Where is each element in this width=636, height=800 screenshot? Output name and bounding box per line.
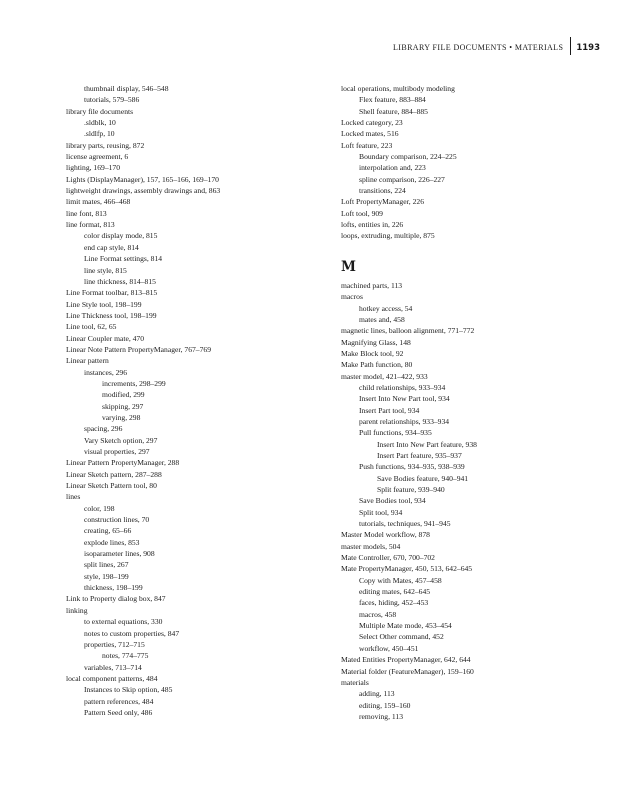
- index-entry: license agreement, 6: [66, 152, 129, 162]
- index-entry: variables, 713–714: [84, 662, 142, 672]
- index-column-right: [341, 83, 611, 722]
- index-entry: Insert Part feature, 935–937: [377, 450, 462, 460]
- index-entry: line font, 813: [66, 208, 107, 218]
- index-entry: Linear Sketch Pattern tool, 80: [66, 481, 157, 491]
- section-letter: M: [341, 258, 356, 275]
- index-entry: Insert Into New Part feature, 938: [377, 439, 477, 449]
- index-entry: skipping, 297: [102, 401, 144, 411]
- index-entry: removing, 113: [359, 711, 404, 721]
- index-entry: lighting, 169–170: [66, 163, 121, 173]
- index-entry: master model, 421–422, 933: [341, 371, 428, 381]
- index-entry: magnetic lines, balloon alignment, 771–772: [341, 326, 475, 336]
- index-entry: Select Other command, 452: [359, 632, 444, 642]
- index-entry: explode lines, 853: [84, 537, 140, 547]
- index-entry: local component patterns, 484: [66, 673, 158, 683]
- index-entry: Locked category, 23: [341, 118, 403, 128]
- index-entry: Save Bodies feature, 940–941: [377, 473, 469, 483]
- index-entry: transitions, 224: [359, 186, 406, 196]
- index-entry: mates and, 458: [359, 314, 405, 324]
- index-entry: Insert Into New Part tool, 934: [359, 394, 450, 404]
- index-entry: spline comparison, 226–227: [359, 174, 445, 184]
- index-entry: color, 198: [84, 503, 115, 513]
- index-entry: line style, 815: [84, 265, 127, 275]
- index-entry: Pattern Seed only, 486: [84, 707, 153, 717]
- index-entry: Link to Property dialog box, 847: [66, 594, 166, 604]
- index-entry: increments, 298–299: [102, 378, 166, 388]
- index-entry: Linear Pattern PropertyManager, 288: [66, 458, 180, 468]
- index-entry: Linear Sketch pattern, 287–288: [66, 469, 162, 479]
- index-entry: color display mode, 815: [84, 231, 158, 241]
- index-entry: Push functions, 934–935, 938–939: [359, 462, 465, 472]
- index-entry: varying, 298: [102, 412, 141, 422]
- index-entry: lofts, entities in, 226: [341, 220, 404, 230]
- index-entry: visual properties, 297: [84, 447, 150, 456]
- index-entry: Make Block tool, 92: [341, 348, 404, 358]
- index-entry: parent relationships, 933–934: [359, 416, 450, 426]
- index-entry: notes to custom properties, 847: [84, 628, 180, 638]
- index-entry: Loft feature, 223: [341, 140, 393, 150]
- index-entry: editing, 159–160: [359, 700, 411, 710]
- index-entry: Linear Coupler mate, 470: [66, 333, 145, 343]
- index-entry: Linear pattern: [66, 356, 109, 366]
- index-entry: Pull functions, 934–935: [359, 428, 432, 438]
- running-head: [0, 37, 600, 51]
- index-entry: library file documents: [66, 106, 134, 116]
- page-number: 1193: [576, 43, 600, 53]
- index-entry: Vary Sketch option, 297: [84, 435, 158, 445]
- index-entry: master models, 504: [341, 541, 401, 551]
- index-entry: Locked mates, 516: [341, 129, 399, 139]
- index-entry: end cap style, 814: [84, 242, 139, 252]
- index-entry: loops, extruding, multiple, 875: [341, 231, 435, 241]
- index-entry: isoparameter lines, 908: [84, 549, 155, 559]
- index-entry: Magnifying Glass, 148: [341, 337, 411, 347]
- index-entry: Loft tool, 909: [341, 208, 383, 218]
- index-entry: Save Bodies tool, 934: [359, 496, 426, 506]
- index-entry: properties, 712–715: [84, 639, 145, 649]
- header-divider: [570, 37, 571, 55]
- index-entry: spacing, 296: [84, 424, 123, 434]
- index-entry: line thickness, 814–815: [84, 276, 156, 286]
- index-entry: editing mates, 642–645: [359, 587, 431, 597]
- index-entry: faces, hiding, 452–453: [359, 598, 429, 608]
- index-entry: tutorials, techniques, 941–945: [359, 519, 451, 529]
- index-entry: style, 198–199: [84, 571, 129, 581]
- index-entry: lines: [66, 492, 81, 502]
- index-entry: line format, 813: [66, 220, 115, 230]
- index-column-left: [66, 83, 336, 718]
- index-entry: lightweight drawings, assembly drawings and, 863: [66, 186, 221, 196]
- index-entry: split lines, 267: [84, 560, 129, 570]
- index-entry: Mate PropertyManager, 450, 513, 642–645: [341, 564, 473, 574]
- index-entry: Boundary comparison, 224–225: [359, 152, 457, 162]
- index-entry: Split tool, 934: [359, 507, 403, 517]
- index-entry: interpolation and, 223: [359, 163, 426, 173]
- index-entry: machined parts, 113: [341, 280, 403, 290]
- index-entry: thumbnail display, 546–548: [84, 84, 169, 93]
- running-title: LIBRARY FILE DOCUMENTS • MATERIALS: [392, 43, 564, 52]
- index-entry: Line Style tool, 198–199: [66, 299, 142, 309]
- index-entry: Flex feature, 883–884: [359, 95, 426, 105]
- index-entry: Line Thickness tool, 198–199: [66, 310, 157, 320]
- index-entry: Shell feature, 884–885: [359, 106, 428, 116]
- index-entry: materials: [341, 677, 369, 687]
- index-entry: instances, 296: [84, 367, 128, 377]
- index-entry: Mate Controller, 670, 700–702: [341, 553, 435, 563]
- index-entry: to external equations, 330: [84, 617, 163, 627]
- index-entry: .sldblk, 10: [84, 118, 116, 128]
- index-entry: workflow, 450–451: [359, 643, 419, 653]
- index-entry: local operations, multibody modeling: [341, 84, 455, 93]
- index-entry: macros: [341, 292, 363, 302]
- index-entry: library parts, reusing, 872: [66, 140, 145, 150]
- index-entry: Mated Entities PropertyManager, 642, 644: [341, 655, 471, 665]
- index-entry: Make Path function, 80: [341, 360, 413, 370]
- index-entry: limit mates, 466–468: [66, 197, 131, 207]
- index-entry: pattern references, 484: [84, 696, 154, 706]
- index-entry: Master Model workflow, 878: [341, 530, 430, 540]
- index-entry: notes, 774–775: [102, 651, 149, 661]
- index-entry: Insert Part tool, 934: [359, 405, 420, 415]
- index-entry: Instances to Skip option, 485: [84, 685, 173, 695]
- index-entry: Line tool, 62, 65: [66, 322, 117, 332]
- index-entry: Split feature, 939–940: [377, 485, 445, 494]
- index-entry: Multiple Mate mode, 453–454: [359, 621, 452, 631]
- index-entry: .sldlfp, 10: [84, 129, 115, 139]
- index-entry: Line Format toolbar, 813–815: [66, 288, 158, 298]
- index-entry: tutorials, 579–586: [84, 95, 140, 105]
- index-entry: Loft PropertyManager, 226: [341, 197, 424, 207]
- index-entry: Material folder (FeatureManager), 159–160: [341, 666, 474, 676]
- index-entry: hotkey access, 54: [359, 303, 413, 313]
- index-entry: Copy with Mates, 457–458: [359, 575, 442, 585]
- index-entry: Linear Note Pattern PropertyManager, 767–769: [66, 344, 211, 354]
- index-entry: thickness, 198–199: [84, 583, 143, 593]
- index-entry: construction lines, 70: [84, 515, 150, 525]
- index-entry: Lights (DisplayManager), 157, 165–166, 169–170: [66, 174, 219, 184]
- index-entry: modified, 299: [102, 390, 145, 400]
- index-entry: creating, 65–66: [84, 526, 132, 536]
- index-entry: Line Format settings, 814: [84, 254, 163, 264]
- index-entry: adding, 113: [359, 689, 395, 699]
- index-group-m: [341, 280, 611, 722]
- index-group-l: [341, 83, 611, 242]
- index-entry: macros, 458: [359, 609, 397, 619]
- index-entry: linking: [66, 605, 88, 615]
- index-entry: child relationships, 933–934: [359, 382, 446, 392]
